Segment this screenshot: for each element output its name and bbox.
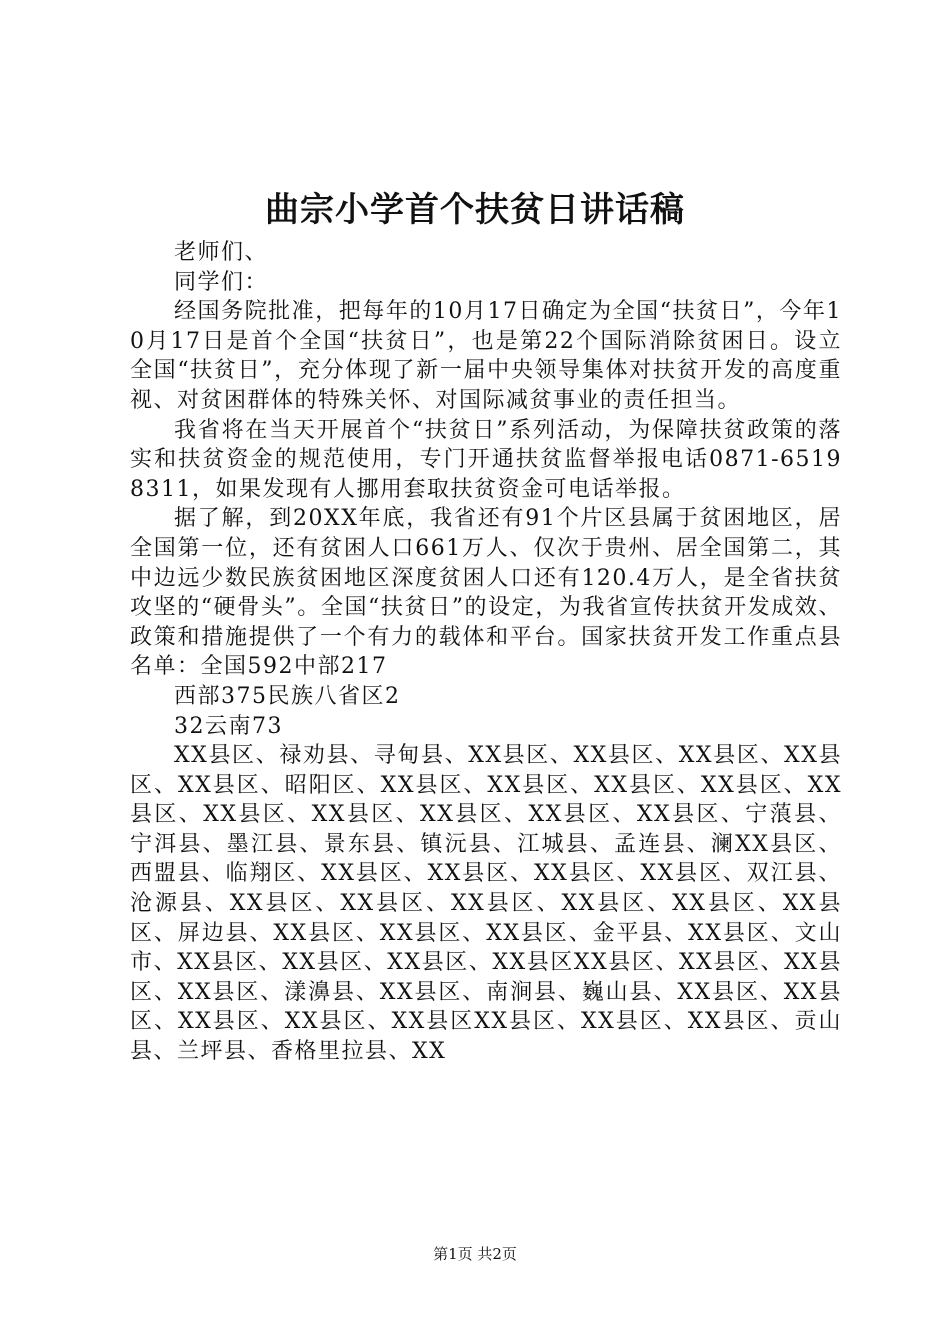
page-indicator: 第1页 共2页 [433,1245,517,1263]
paragraph-statistics: 据了解，到20XX年底，我省还有91个片区县属于贫困地区，居全国第一位，还有贫困人口661万人、仅次于贵州、居全国第二，其中边远少数民族贫困地区深度贫困人口还有120.4万人，是全省扶贫攻坚的“硬骨头”。全国“扶贫日”的设定，为我省宣传扶贫开发成效、政策和措施提供了一个有力的载体和平台。国家扶贫开发工作重点县名单：全国592中部217 [130,506,842,680]
salutation-students: 同学们： [174,269,269,295]
paragraph-yunnan-count: 32云南73 [174,713,283,739]
paragraph-county-list: XX县区、禄劝县、寻甸县、XX县区、XX县区、XX县区、XX县区、XX县区、昭阳区、XX县区、XX县区、XX县区、XX县区、XX县区、XX县区、XX县区、XX县区、XX县区、XX县区、宁蒗县、宁洱县、墨江县、景东县、镇沅县、江城县、孟连县、澜XX县区、西盟县、临翔区、XX县区、XX县区、XX县区、XX县区、双江县、沧源县、XX县区、XX县区、XX县区、XX县区、XX县区、XX县区、屏边县、XX县区、XX县区、XX县区、金平县、XX县区、文山市、XX县区、XX县区、XX县区、XX县区XX县区、XX县区、XX县区、XX县区、漾濞县、XX县区、南涧县、巍山县、XX县区、XX县区、XX县区、XX县区、XX县区XX县区、XX县区、XX县区、贡山县、兰坪县、香格里拉县、XX [130,743,842,1065]
salutation-teachers: 老师们、 [174,240,269,265]
document-body [130,238,842,1067]
document-title: 曲宗小学首个扶贫日讲话稿 [265,190,685,230]
paragraph-west-region: 西部375民族八省区2 [174,683,401,709]
paragraph-poverty-day: 经国务院批准，把每年的10月17日确定为全国“扶贫日”，今年10月17日是首个全国“扶贫日”，也是第22个国际消除贫困日。设立全国“扶贫日”，充分体现了新一届中央领导集体对扶贫开发的高度重视、对贫困群体的特殊关怀、对国际减贫事业的责任担当。 [130,299,842,413]
paragraph-hotline: 我省将在当天开展首个“扶贫日”系列活动，为保障扶贫政策的落实和扶贫资金的规范使用，专门开通扶贫监督举报电话0871-65198311，如果发现有人挪用套取扶贫资金可电话举报。 [130,417,842,502]
